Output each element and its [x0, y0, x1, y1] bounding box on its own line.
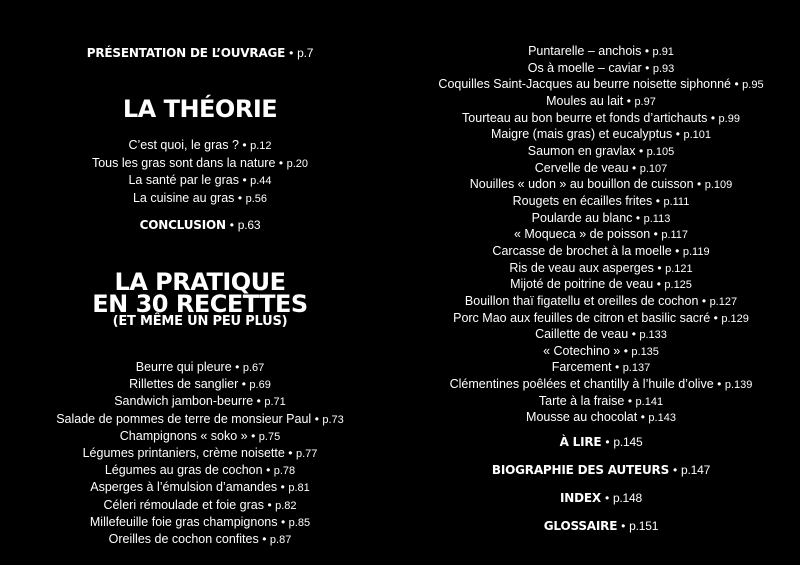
- entry-label: À LIRE: [559, 435, 602, 449]
- toc-entry[interactable]: [0, 462, 400, 479]
- toc-entry[interactable]: [0, 172, 400, 190]
- toc-entry[interactable]: [402, 227, 800, 244]
- page-number: p.77: [295, 448, 318, 461]
- entry-label: Carcasse de brochet à la moelle: [492, 243, 672, 258]
- toc-entry[interactable]: [402, 111, 800, 128]
- toc-entry[interactable]: [402, 194, 800, 211]
- bullet: •: [615, 360, 620, 375]
- bullet: •: [266, 463, 271, 478]
- entry-label: Salade de pommes de terre de monsieur Paul: [56, 411, 312, 426]
- entry-label: Millefeuille foie gras champignons: [89, 514, 278, 529]
- toc-entry[interactable]: [0, 190, 400, 208]
- practice-list: [0, 359, 400, 548]
- toc-entry[interactable]: [402, 61, 800, 78]
- back-matter-sections: [402, 434, 800, 546]
- toc-entry[interactable]: [402, 94, 800, 111]
- page-number: p.145: [613, 435, 643, 449]
- page-number: p.119: [682, 245, 710, 258]
- entry-label: C’est quoi, le gras ?: [128, 138, 239, 152]
- toc-entry[interactable]: [0, 137, 400, 155]
- page-number: p.91: [652, 46, 674, 58]
- toc-entry[interactable]: [0, 155, 400, 173]
- bullet: •: [675, 127, 680, 142]
- page-number: p.73: [322, 413, 344, 426]
- page-number: p.99: [718, 112, 740, 125]
- entry-label: Tarte à la fraise: [538, 393, 625, 408]
- page-number: p.63: [237, 218, 261, 232]
- toc-entry[interactable]: [402, 161, 800, 178]
- entry-label: Oreilles de cochon confites: [108, 532, 259, 547]
- entry-label: « Moqueca » de poisson: [513, 227, 651, 242]
- page-number: p.139: [724, 379, 753, 392]
- bullet: •: [242, 138, 247, 152]
- entry-label: Céleri rémoulade et foie gras: [103, 497, 264, 512]
- page-number: p.151: [629, 519, 659, 533]
- toc-entry[interactable]: [0, 514, 400, 531]
- bullet: •: [701, 293, 707, 308]
- bullet: •: [251, 428, 256, 443]
- entry-label: Légumes au gras de cochon: [104, 463, 263, 478]
- bullet: •: [288, 446, 293, 461]
- practice-title-line2: EN 30 RECETTES: [92, 290, 308, 318]
- toc-entry[interactable]: [402, 127, 800, 144]
- page-number: p.127: [709, 295, 738, 308]
- page-number: p.148: [612, 491, 642, 505]
- practice-heading: [0, 268, 400, 329]
- bullet: •: [656, 277, 661, 292]
- page-number: p.20: [286, 157, 309, 170]
- bullet: •: [237, 190, 243, 205]
- page-number: p.82: [275, 499, 297, 512]
- page-number: p.121: [665, 262, 693, 275]
- entry-label: Maigre (mais gras) et eucalyptus: [490, 127, 673, 142]
- toc-entry-section[interactable]: [402, 462, 800, 478]
- toc-entry[interactable]: [0, 497, 400, 514]
- entry-label: Porc Mao aux feuilles de citron et basilic sacré: [453, 310, 711, 325]
- entry-label: Puntarelle – anchois: [528, 44, 642, 58]
- bullet: •: [710, 110, 716, 125]
- page-number: p.113: [643, 212, 671, 225]
- entry-label: Asperges à l’émulsion d’amandes: [90, 480, 278, 495]
- page-number: p.111: [663, 195, 690, 208]
- toc-entry[interactable]: [402, 394, 800, 411]
- page-number: p.81: [288, 482, 310, 495]
- bullet: •: [697, 177, 702, 192]
- entry-label: Clémentines poêlées et chantilly à l’huile d’olive: [449, 377, 714, 392]
- toc-entry[interactable]: [402, 77, 800, 94]
- bullet: •: [673, 463, 678, 477]
- page-number: p.147: [681, 463, 711, 477]
- entry-label: Cervelle de veau: [534, 160, 629, 175]
- toc-entry[interactable]: [402, 277, 800, 294]
- entry-label: Moules au lait: [546, 93, 624, 108]
- bullet: •: [631, 327, 636, 342]
- page-number: p.133: [639, 329, 667, 342]
- theory-title: LA THÉORIE: [122, 95, 278, 123]
- entry-label: Tous les gras sont dans la nature: [91, 155, 276, 170]
- entry-label: Beurre qui pleure: [135, 360, 232, 374]
- bullet: •: [623, 343, 628, 358]
- page-number: p.87: [269, 534, 292, 547]
- bullet: •: [653, 227, 658, 242]
- bullet: •: [713, 310, 718, 325]
- page-number: p.125: [664, 279, 692, 292]
- page-number: p.129: [721, 312, 749, 325]
- entry-label: Nouilles « udon » au bouillon de cuisson: [469, 177, 694, 192]
- bullet: •: [229, 218, 234, 232]
- page-number: p.69: [249, 379, 271, 392]
- toc-entry-presentation[interactable]: [0, 45, 400, 61]
- page-number: p.107: [639, 162, 668, 175]
- page-number: p.67: [242, 362, 265, 374]
- entry-label: Os à moelle – caviar: [527, 60, 642, 75]
- toc-entry[interactable]: [402, 410, 800, 427]
- page-number: p.137: [622, 362, 651, 375]
- entry-label: Rougets en écailles frites: [512, 193, 653, 208]
- bullet: •: [314, 411, 319, 426]
- entry-label: Bouillon thaï figatellu et oreilles de cochon: [464, 293, 699, 308]
- page-number: p.12: [250, 140, 272, 152]
- entry-label: Tourteau au bon beurre et fonds d’artichauts: [462, 110, 708, 125]
- bullet: •: [235, 360, 240, 374]
- bullet: •: [280, 514, 286, 529]
- theory-list: [0, 137, 400, 207]
- toc-entry-section[interactable]: [402, 490, 800, 506]
- bullet: •: [626, 93, 631, 108]
- page-number: p.78: [273, 465, 296, 478]
- toc-entry[interactable]: [402, 344, 800, 361]
- bullet: •: [278, 155, 284, 170]
- toc-entry[interactable]: [402, 377, 800, 394]
- page-number: p.75: [258, 430, 281, 443]
- page-number: p.44: [250, 175, 272, 188]
- page-number: p.56: [245, 192, 268, 205]
- bullet: •: [267, 497, 272, 512]
- entry-label: Mousse au chocolat: [526, 410, 638, 425]
- practice-title-line1: LA PRATIQUE: [114, 268, 286, 296]
- toc-entry[interactable]: [0, 393, 400, 410]
- entry-label: Mijoté de poitrine de veau: [510, 277, 654, 292]
- entry-label: « Cotechino »: [543, 343, 621, 358]
- bullet: •: [289, 46, 294, 60]
- bullet: •: [635, 210, 641, 225]
- bullet: •: [242, 173, 247, 188]
- toc-entry[interactable]: [402, 327, 800, 344]
- toc-entry[interactable]: [402, 294, 800, 311]
- entry-label: La cuisine au gras: [132, 190, 235, 205]
- entry-label: Sandwich jambon-beurre: [114, 394, 254, 409]
- bullet: •: [640, 410, 645, 425]
- entry-label: Farcement: [551, 360, 612, 375]
- bullet: •: [241, 377, 246, 392]
- toc-entry[interactable]: [0, 376, 400, 393]
- entry-label: Coquilles Saint-Jacques au beurre noisette siphonné: [438, 77, 731, 92]
- toc-entry[interactable]: [402, 261, 800, 278]
- toc-entry[interactable]: [0, 359, 400, 376]
- bullet: •: [627, 393, 633, 408]
- section-label: PRÉSENTATION DE L’OUVRAGE: [86, 46, 286, 60]
- section-label: CONCLUSION: [139, 218, 226, 232]
- page-number: p.93: [652, 62, 675, 75]
- page-number: p.97: [634, 95, 656, 108]
- entry-label: INDEX: [560, 491, 601, 505]
- page-number: p.71: [264, 396, 286, 409]
- bullet: •: [632, 160, 637, 175]
- toc-entry[interactable]: [402, 360, 800, 377]
- toc-entry[interactable]: [402, 244, 800, 261]
- page-number: p.105: [646, 145, 675, 158]
- bullet: •: [605, 435, 610, 449]
- entry-label: Ris de veau aux asperges: [509, 260, 654, 275]
- bullet: •: [734, 77, 739, 92]
- page-number: p.85: [288, 516, 311, 529]
- toc-entry[interactable]: [402, 144, 800, 161]
- page-number: p.101: [683, 129, 712, 142]
- toc-entry[interactable]: [402, 211, 800, 228]
- bullet: •: [280, 480, 285, 495]
- bullet: •: [717, 377, 722, 392]
- entry-label: GLOSSAIRE: [543, 519, 618, 533]
- bullet: •: [645, 60, 650, 75]
- page-number: p.7: [297, 46, 314, 60]
- toc-entry[interactable]: [0, 479, 400, 496]
- bullet: •: [675, 243, 680, 258]
- toc-entry[interactable]: [402, 311, 800, 328]
- recipes-list-continued: [402, 44, 800, 427]
- bullet: •: [644, 44, 650, 58]
- toc-entry-section[interactable]: [402, 434, 800, 450]
- bullet: •: [657, 260, 662, 275]
- bullet: •: [621, 519, 626, 533]
- entry-label: Poularde au blanc: [531, 210, 633, 225]
- bullet: •: [604, 491, 609, 505]
- bullet: •: [256, 394, 261, 409]
- entry-label: Caillette de veau: [535, 327, 629, 342]
- toc-entry[interactable]: [402, 177, 800, 194]
- toc-entry[interactable]: [402, 44, 800, 61]
- toc-entry-section[interactable]: [402, 518, 800, 534]
- bullet: •: [655, 193, 660, 208]
- entry-label: BIOGRAPHIE DES AUTEURS: [491, 463, 670, 477]
- practice-subtitle: (ET MÊME UN PEU PLUS): [112, 314, 288, 329]
- page-number: p.109: [704, 179, 733, 192]
- entry-label: Champignons « soko »: [119, 428, 248, 443]
- toc-entry[interactable]: [0, 445, 400, 462]
- toc-entry[interactable]: [0, 411, 400, 428]
- entry-label: Saumon en gravlax: [527, 143, 636, 158]
- page-number: p.141: [635, 395, 664, 408]
- bullet: •: [262, 532, 267, 547]
- toc-entry-conclusion[interactable]: [0, 217, 400, 233]
- toc-entry[interactable]: [0, 531, 400, 548]
- entry-label: La santé par le gras: [128, 173, 239, 188]
- entry-label: Légumes printaniers, crème noisette: [82, 446, 285, 461]
- toc-entry[interactable]: [0, 428, 400, 445]
- page-number: p.117: [661, 229, 689, 242]
- page-number: p.95: [742, 79, 764, 92]
- bullet: •: [638, 143, 644, 158]
- page-number: p.143: [648, 412, 676, 425]
- page-number: p.135: [631, 345, 659, 358]
- entry-label: Rillettes de sanglier: [129, 377, 239, 392]
